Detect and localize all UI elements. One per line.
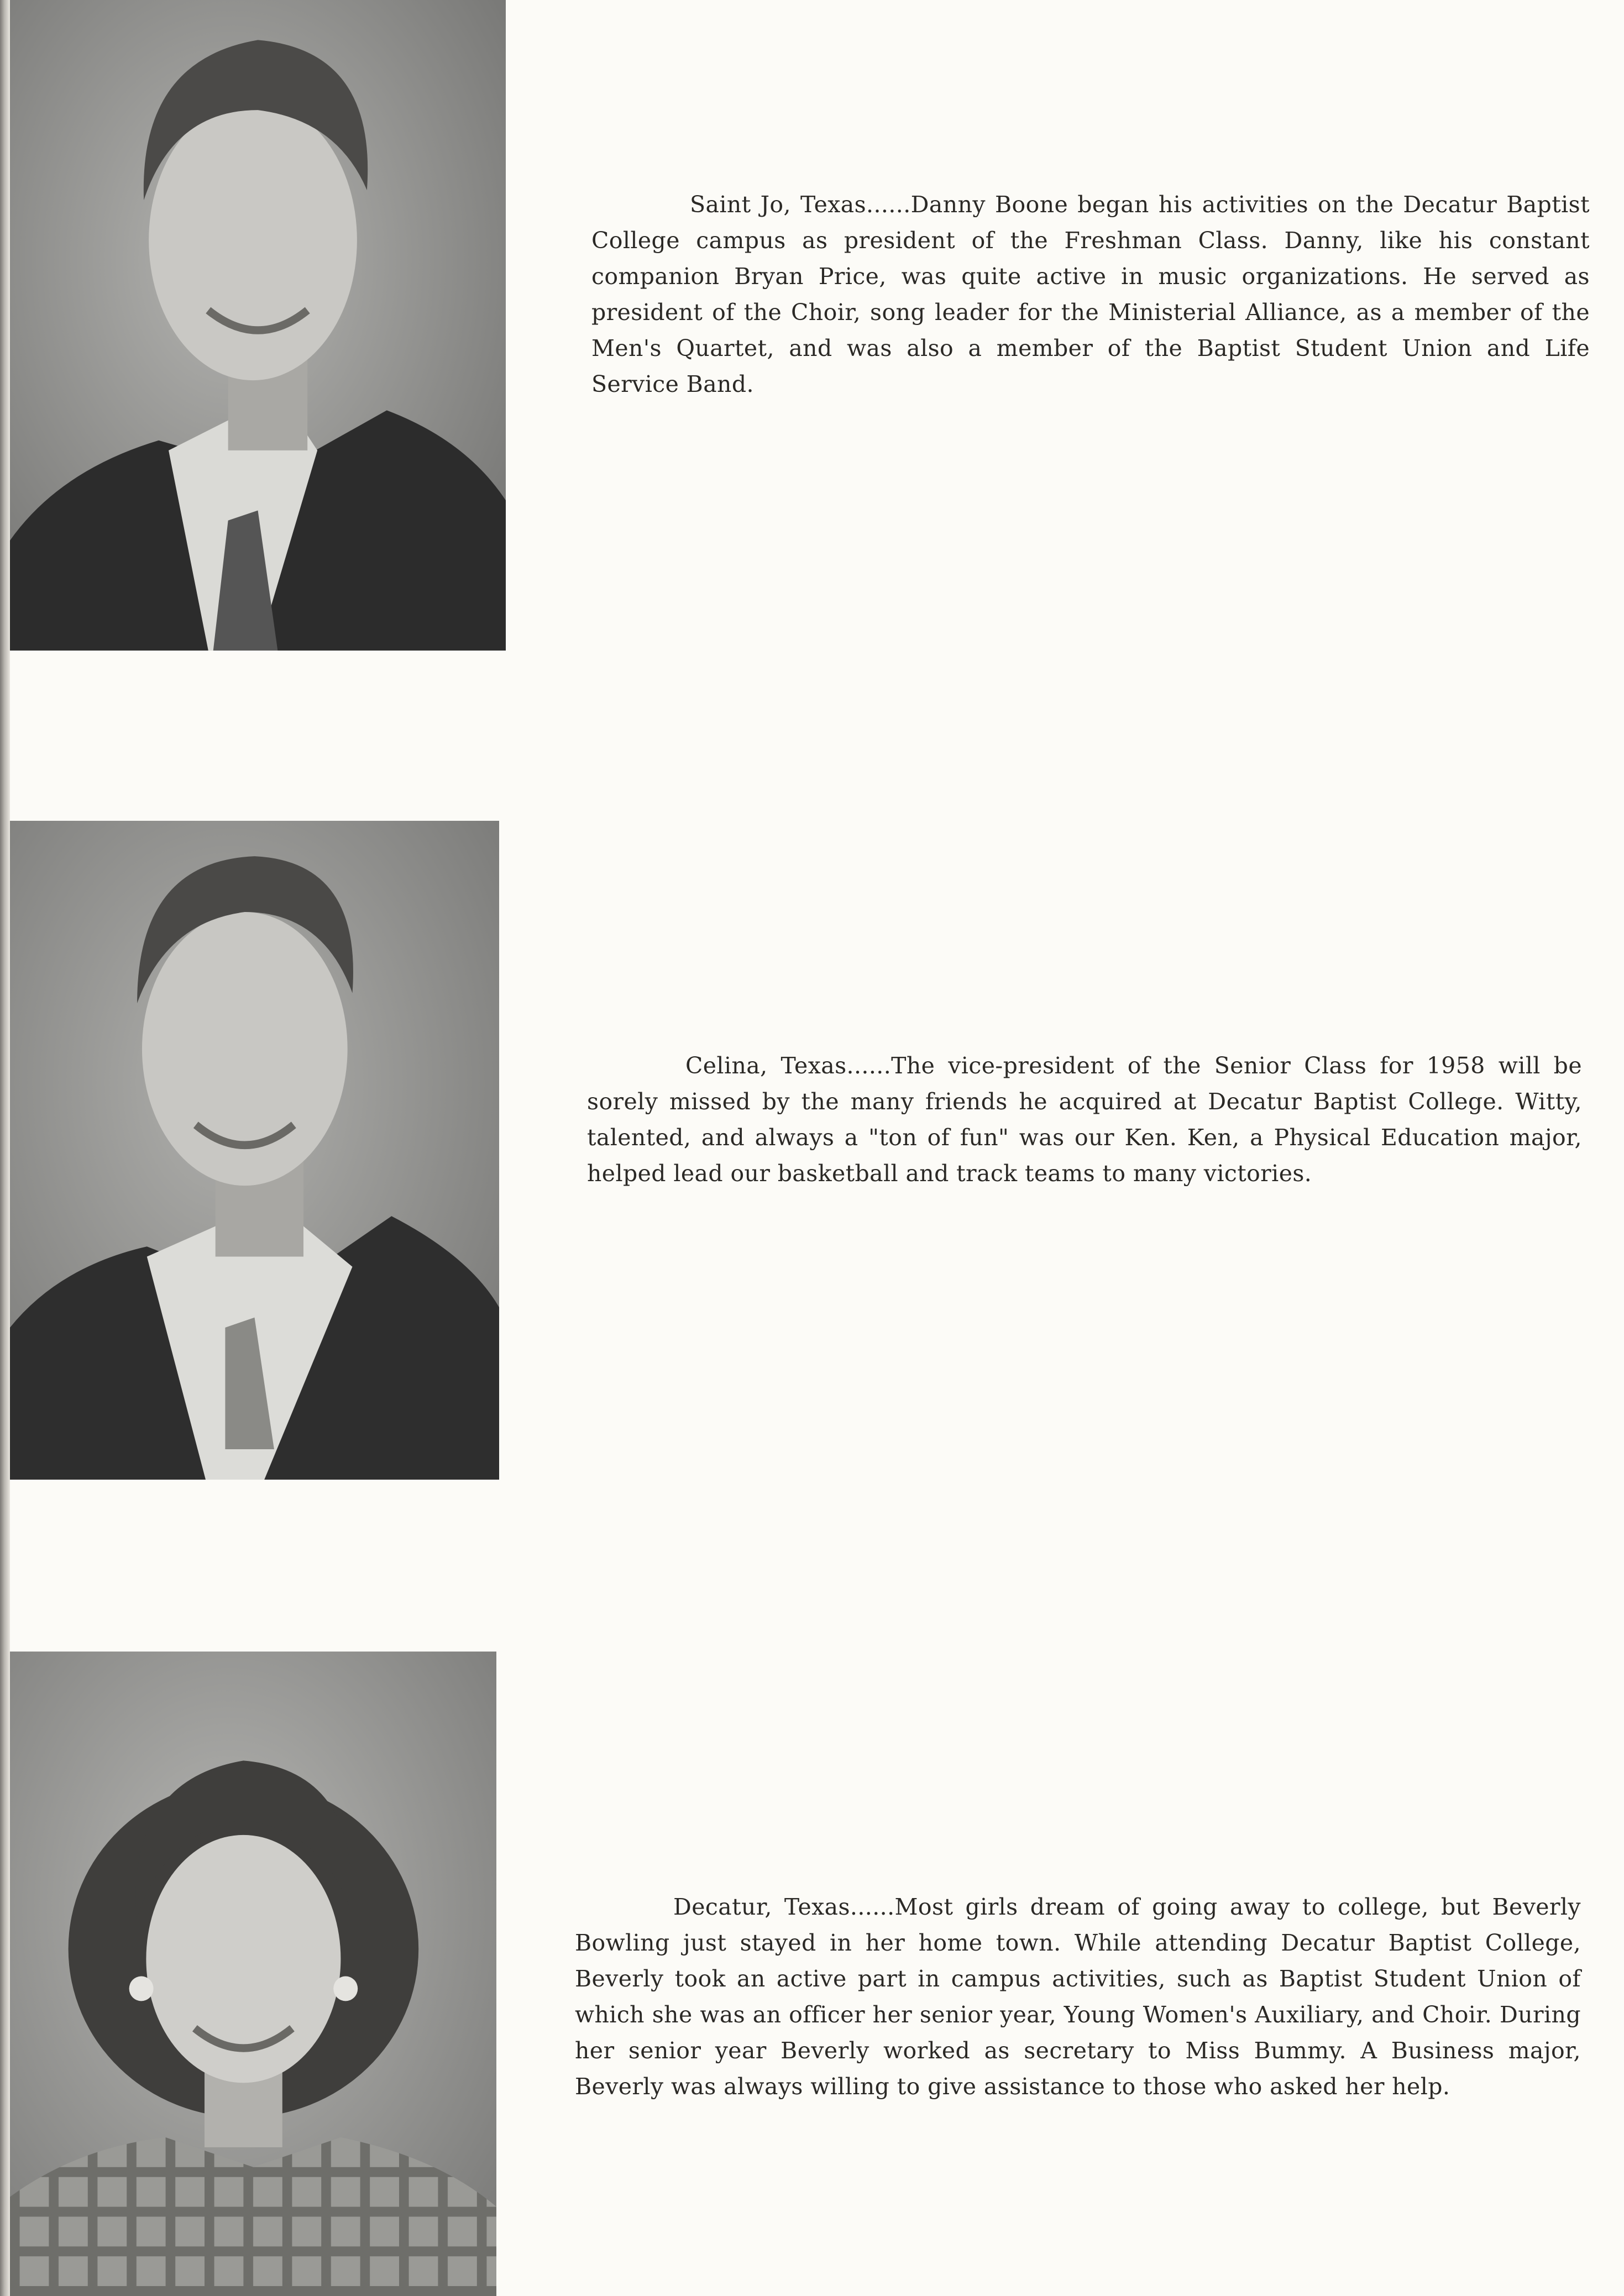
- portrait-illustration: [10, 1652, 496, 2296]
- bio-text: Most girls dream of going away to college, but Beverly Bowling just stayed in her home town. While attending Decatur Baptist College, Beverly took an active part in campus activities, such as Baptist Student Union of which she was an officer her senior year, Young Women's Auxiliary, and Choir. During her senior year Beverly worked as secretary to Miss Bummy. A Business major, Beverly was always willing to give assistance to those who asked her help.: [575, 1894, 1581, 2100]
- bio-paragraph-ken: [587, 1048, 1582, 1192]
- bio-location: Decatur, Texas......: [673, 1894, 895, 1920]
- bio-paragraph-danny-boone: [591, 187, 1590, 402]
- portrait-photo-beverly-bowling: [10, 1652, 496, 2296]
- portrait-illustration: [10, 0, 506, 651]
- bio-location: Celina, Texas......: [685, 1052, 892, 1079]
- bio-paragraph-beverly-bowling: [575, 1889, 1581, 2105]
- bio-text: The vice-president of the Senior Class for 1958 will be sorely missed by the many friends he acquired at Decatur Baptist College. Witty, talented, and always a "ton of fun" was our Ken. Ken, a Physical Education major, helped lead our basketball and track teams to many victories.: [587, 1052, 1582, 1187]
- portrait-photo-ken: [10, 821, 499, 1480]
- portrait-photo-danny-boone: [10, 0, 506, 651]
- page-binding-edge: [0, 0, 10, 2296]
- bio-location: Saint Jo, Texas......: [690, 191, 911, 218]
- bio-text: Danny Boone began his activities on the Decatur Baptist College campus as president of the Freshman Class. Danny, like his constant companion Bryan Price, was quite active in music organizations. He served as president of the Choir, song leader for the Ministerial Alliance, as a member of the Men's Quartet, and was also a member of the Baptist Student Union and Life Service Band.: [591, 191, 1590, 397]
- portrait-illustration: [10, 821, 499, 1480]
